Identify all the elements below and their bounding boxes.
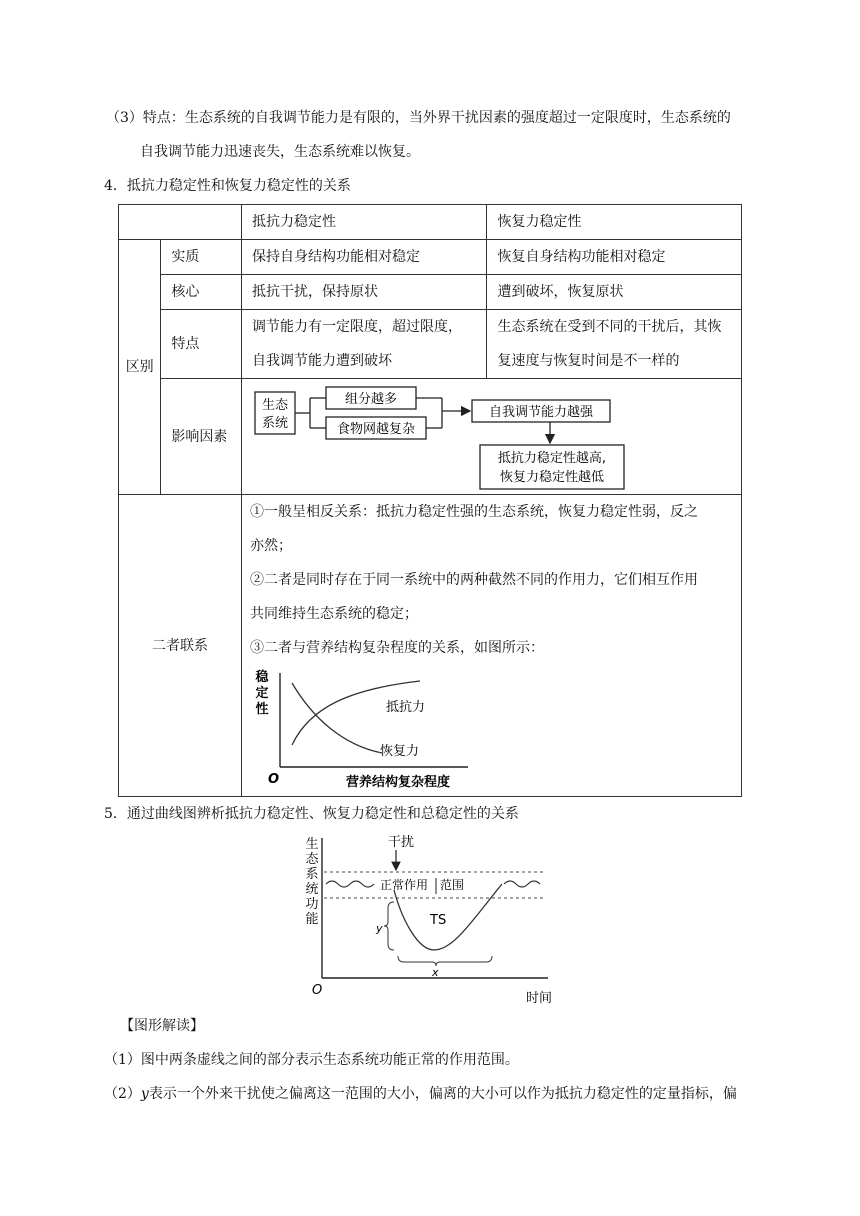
box-ecosystem-line2: 系统 xyxy=(261,415,288,431)
x-bracket xyxy=(398,956,492,966)
reading-p2 xyxy=(104,1084,737,1104)
factor-flow-diagram xyxy=(242,380,741,494)
graph2-ylabel-4: 统 xyxy=(305,882,319,897)
essence-resist: 保持自身结构功能相对稳定 xyxy=(241,240,486,275)
graph1-ylabel-2: 定 xyxy=(255,686,269,701)
essence-recover: 恢复自身结构功能相对稳定 xyxy=(487,240,742,275)
link-text-1b: 亦然； xyxy=(249,538,292,554)
table-header-row xyxy=(119,205,742,240)
graph2-ylabel-6: 能 xyxy=(305,912,319,927)
box-self-regulation-text: 自我调节能力越强 xyxy=(488,404,593,420)
box-result-line1: 抵抗力稳定性越高, xyxy=(497,450,607,466)
graph1-xlabel: 营养结构复杂程度 xyxy=(345,775,450,790)
sec3-line2: 自我调节能力迅速丧失，生态系统难以恢复。 xyxy=(140,144,420,160)
reading-p2-pre: （2） xyxy=(104,1086,141,1102)
y-mark: y xyxy=(376,922,383,935)
table-row-factor xyxy=(119,379,742,495)
group-diff: 区别 xyxy=(119,240,161,495)
link-text-2b: 共同维持生态系统的稳定； xyxy=(249,606,418,622)
feature-recover-line2: 复速度与恢复时间是不一样的 xyxy=(497,353,680,369)
wave-right xyxy=(504,881,540,887)
feature-resist xyxy=(241,310,486,379)
feature-recover-line1: 生态系统在受到不同的干扰后，其恢 xyxy=(497,319,722,335)
box-result-line2: 恢复力稳定性越低 xyxy=(499,469,604,485)
core-resist: 抵抗干扰，保持原状 xyxy=(241,275,486,310)
curve-recover xyxy=(292,683,382,753)
box-ecosystem-line1: 生态 xyxy=(261,397,288,413)
section-4-title: 4．抵抗力稳定性和恢复力稳定性的关系 xyxy=(104,178,351,194)
ts-label: TS xyxy=(430,913,447,928)
normal-range-left: 正常作用 xyxy=(380,878,429,892)
header-recover: 恢复力稳定性 xyxy=(487,205,742,240)
link-text-1a: ①一般呈相反关系：抵抗力稳定性强的生态系统，恢复力稳定性弱，反之 xyxy=(249,504,698,520)
label-core: 核心 xyxy=(161,275,242,310)
feature-recover xyxy=(487,310,742,379)
header-blank xyxy=(119,205,242,240)
reading-p1: （1）图中两条虚线之间的部分表示生态系统功能正常的作用范围。 xyxy=(104,1052,519,1068)
table-row-feature xyxy=(119,310,742,379)
label-link: 二者联系 xyxy=(119,495,242,797)
link-content xyxy=(241,495,741,797)
graph1-ylabel-3: 性 xyxy=(255,702,269,717)
reading-p2-y: y xyxy=(140,1086,149,1102)
header-resist: 抵抗力稳定性 xyxy=(241,205,486,240)
reading-p2-post: 表示一个外来干扰使之偏离这一范围的大小，偏离的大小可以作为抵抗力稳定性的定量指标，偏 xyxy=(148,1086,737,1102)
ecosystem-function-graph xyxy=(290,830,570,1006)
disturb-label: 干扰 xyxy=(388,835,415,850)
sec3-line1: （3）特点：生态系统的自我调节能力是有限的，当外界干扰因素的强度超过一定限度时，生态系统的 xyxy=(106,110,731,126)
label-essence: 实质 xyxy=(161,240,242,275)
stability-graph xyxy=(250,667,480,793)
graph1-ylabel-1: 稳 xyxy=(255,670,269,685)
link-text-2a: ②二者是同时存在于同一系统中的两种截然不同的作用力，它们相互作用 xyxy=(249,572,698,588)
curve-resist-label: 抵抗力 xyxy=(385,700,425,715)
graph2-ylabel-3: 系 xyxy=(305,867,319,882)
table-row-essence xyxy=(119,240,742,275)
box-more-components-text: 组分越多 xyxy=(344,391,397,407)
box-food-web-text: 食物网越复杂 xyxy=(336,421,415,437)
x-mark: x xyxy=(432,966,439,979)
curve-recover-label: 恢复力 xyxy=(379,744,419,759)
wave-left xyxy=(326,881,374,887)
factor-diagram-cell xyxy=(241,379,741,495)
label-factor: 影响因素 xyxy=(161,379,242,495)
stability-comparison-table xyxy=(118,204,742,797)
core-recover: 遭到破坏，恢复原状 xyxy=(487,275,742,310)
link-text-3: ③二者与营养结构复杂程度的关系，如图所示： xyxy=(249,640,544,656)
table-row-link xyxy=(119,495,742,797)
graph2-ylabel-5: 功 xyxy=(305,897,319,912)
table-row-core xyxy=(119,275,742,310)
label-feature: 特点 xyxy=(161,310,242,379)
graph1-origin: O xyxy=(267,772,280,787)
section-5-title: 5．通过曲线图辨析抵抗力稳定性、恢复力稳定性和总稳定性的关系 xyxy=(104,806,519,822)
normal-range-right: 范围 xyxy=(440,878,465,892)
ts-dip-curve xyxy=(394,884,502,950)
graph2-ylabel-1: 生 xyxy=(305,837,319,852)
reading-title: 【图形解读】 xyxy=(120,1018,204,1034)
y-bracket xyxy=(384,902,394,950)
graph2-ylabel-2: 态 xyxy=(305,852,319,867)
graph2-origin: O xyxy=(312,983,323,998)
graph2-xlabel: 时间 xyxy=(526,991,553,1006)
feature-resist-line1: 调节能力有一定限度，超过限度， xyxy=(251,319,462,335)
feature-resist-line2: 自我调节能力遭到破坏 xyxy=(251,353,392,369)
